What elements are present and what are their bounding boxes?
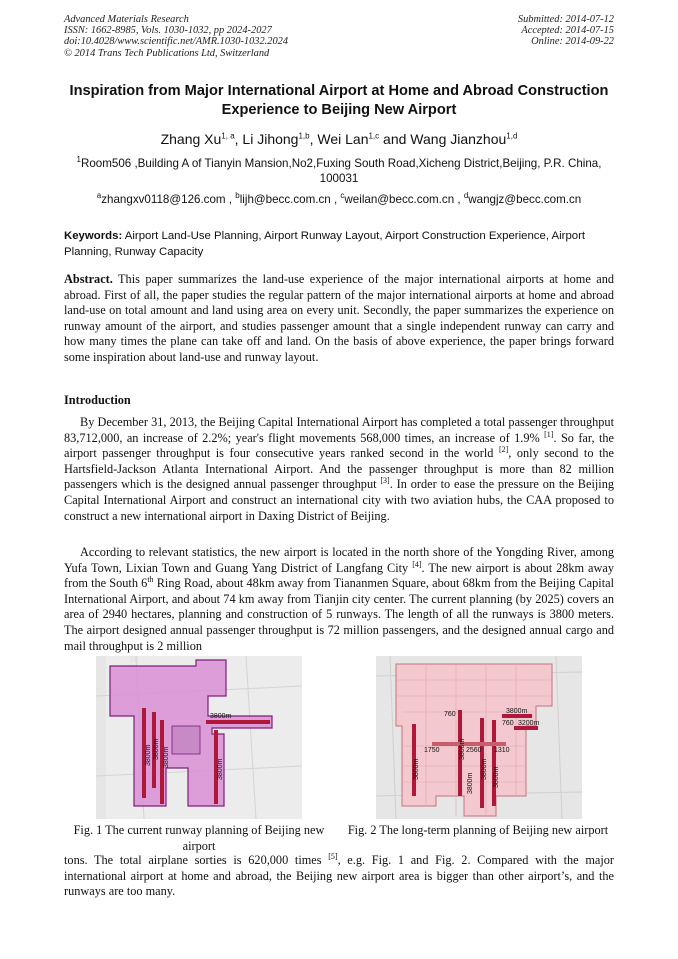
- abstract-label: Abstract.: [64, 272, 113, 286]
- intro-paragraph-1: [64, 415, 614, 524]
- journal-name: Advanced Materials Research: [64, 14, 189, 25]
- intro-paragraph-2: [64, 545, 614, 654]
- runway-label: 3200m: [518, 720, 540, 727]
- keywords-label: Keywords:: [64, 230, 123, 242]
- accepted-date: Accepted: 2014-07-15: [521, 25, 614, 37]
- para-text: According to relevant statistics, the new airport is located in the north shore of the Yongding River, among Yufa Town, Lixian Town and Guang Yang District of Langfang City: [64, 545, 614, 575]
- author-name: Wang Jianzhou: [410, 131, 507, 147]
- para-text: tons. The total airplane sorties is 620,000 times: [64, 853, 329, 867]
- email-link[interactable]: wangjz@becc.com.cn: [468, 193, 582, 206]
- affiliation-sup: 1: [76, 155, 81, 165]
- runway: [206, 720, 270, 724]
- runway-label: 3800m: [481, 758, 488, 780]
- email-sup: b: [235, 191, 240, 201]
- section-heading-introduction: Introduction: [64, 393, 131, 407]
- email-sup: c: [340, 191, 345, 201]
- email-link[interactable]: zhangxv0118@126.com: [101, 193, 226, 206]
- journal-header: [64, 14, 288, 59]
- figure-1-map: [96, 656, 302, 819]
- abstract-text: This paper summarizes the land-use experience of the major international airports at home and abroad. First of all, the paper studies the regular pattern of the major international airports at home and abroad land-use on total amount and land using area on every unit. Secondly, the paper summarizes the experience on runway amount of the airport, and studies passenger amount that a single independent runway can carry and how many times the plane can take off and land. On the basis of above experience, the paper brings forward some inspiration about land-use and runway layout.: [64, 272, 614, 364]
- runway-label: 3800m: [467, 772, 474, 794]
- runway-label: 3800m: [217, 758, 224, 780]
- author-name: Zhang Xu: [160, 131, 222, 147]
- runway: [492, 720, 496, 806]
- para-text: , only second to the Hartsfield-Jackson Atlanta International Airport. And the passenger throughput is more than 82 million passengers which is the designed annual passenger throughput: [64, 446, 615, 492]
- runway-label: 3800m: [459, 738, 466, 760]
- para-text: By December 31, 2013, the Beijing Capital International Airport has completed a total passenger throughput 83,712,000, an increase of 2.2%; year's flight movements 568,000 times, an increase of 1.9%: [64, 415, 614, 445]
- ordinal-suffix: th: [147, 575, 154, 585]
- intro-paragraph-3: [64, 853, 614, 900]
- online-date: Online: 2014-09-22: [531, 36, 614, 48]
- figure-2-caption: Fig. 2 The long-term planning of Beijing new airport: [347, 823, 609, 837]
- runway-label: 3800m: [413, 758, 420, 780]
- issn-line: ISSN: 1662-8985, Vols. 1030-1032, pp 2024-2027: [64, 25, 272, 37]
- citation-ref[interactable]: [1]: [544, 429, 554, 439]
- email-sup: a: [96, 191, 102, 201]
- runway-label: 1310: [494, 747, 510, 754]
- author-sup: 1, a: [221, 131, 235, 141]
- figure-1-caption: Fig. 1 The current runway planning of Beijing new airport: [73, 823, 325, 853]
- terminal-area: [172, 726, 200, 754]
- submitted-date: Submitted: 2014-07-12: [517, 14, 614, 25]
- affiliation-text: Room506 ,Building A of Tianyin Mansion,No2,Fuxing South Road,Xicheng District,Beijing, P.R. China, 100031: [80, 157, 602, 185]
- doi-line: doi:10.4028/www.scientific.net/AMR.1030-1032.2024: [64, 36, 289, 48]
- affiliation: [64, 156, 614, 186]
- runway-label: 3800m: [506, 708, 528, 715]
- dates-header: [518, 14, 614, 48]
- author-sup: 1,b: [298, 131, 310, 141]
- email-sup: d: [463, 191, 469, 201]
- runway-label: 3800m: [210, 713, 232, 720]
- citation-ref[interactable]: [5]: [328, 851, 338, 861]
- runway-label: 3800m: [153, 738, 160, 760]
- author-sup: 1,c: [368, 131, 380, 141]
- author-sup: 1,d: [506, 131, 518, 141]
- author-name: Wei Lan: [317, 131, 369, 147]
- citation-ref[interactable]: [4]: [412, 559, 422, 569]
- citation-ref[interactable]: [2]: [498, 445, 509, 455]
- runway-label: 3800m: [493, 766, 500, 788]
- author-name: Li Jihong: [242, 131, 299, 147]
- abstract: [64, 272, 614, 366]
- runway-label: 1750: [424, 747, 440, 754]
- para-text: Ring Road, about 48km away from Tiananmen Square, about 68km from the Beijing Capital International Airport, and about 74 km away from Tianjin city center. The current planning (by 2025) covers an area of 2940 hectares, planning and construction of 5 runways. The length of all the runways is 3800 meters. The airport designed annual passenger throughput is 72 million passengers, and the designed annual cargo and mail throughput is 2 million: [64, 576, 614, 653]
- email-link[interactable]: lijh@becc.com.cn: [239, 193, 331, 206]
- runway-label: 2560: [466, 747, 482, 754]
- keywords: [64, 229, 614, 260]
- keywords-text: Airport Land-Use Planning, Airport Runway Layout, Airport Construction Experience, Airport Planning, Runway Capacity: [64, 230, 586, 258]
- runway-label: 760: [502, 720, 514, 727]
- runway-label: 3800m: [145, 744, 152, 766]
- para-text: , e.g. Fig. 1 and Fig. 2. Compared with the major international airport at home and abroad, the Beijing new airport area is bigger than other airport’s, and the runways are too many.: [64, 853, 614, 899]
- paper-title: Inspiration from Major International Airport at Home and Abroad Construction Experience to Beijing New Airport: [69, 83, 609, 118]
- para-text: . The new airport is about 28km away from the South 6: [64, 560, 615, 591]
- runway-label: 3800m: [163, 746, 170, 768]
- copyright-line: © 2014 Trans Tech Publications Ltd, Switzerland: [64, 47, 270, 59]
- email-link[interactable]: weilan@becc.com.cn: [344, 193, 455, 206]
- citation-ref[interactable]: [3]: [380, 476, 390, 486]
- runway-label: 760: [444, 711, 456, 718]
- email-list: $^a$zhangxv0118@126.com , $^b$lijh@becc.com.cn , $^c$weilan@becc.com.cn , $^d$wangjz@becc.com.cn: [96, 191, 582, 206]
- author-list: Zhang Xu$^{1, a}$, Li Jihong$^{1,b}$, Wei Lan$^{1,c}$ and Wang Jianzhou$^{1,d}$: [160, 131, 518, 147]
- figure-2-map: [376, 656, 582, 819]
- taxiway: [432, 742, 506, 746]
- para-text: . In order to ease the pressure on the Beijing Capital International Airport and construct an international city with two aviation hubs, the CAA proposed to construct a new international airport in Daxing District of Beijing.: [64, 477, 614, 523]
- para-text: . So far, the airport passenger throughput is four consecutive years ranked second in the world: [64, 430, 614, 461]
